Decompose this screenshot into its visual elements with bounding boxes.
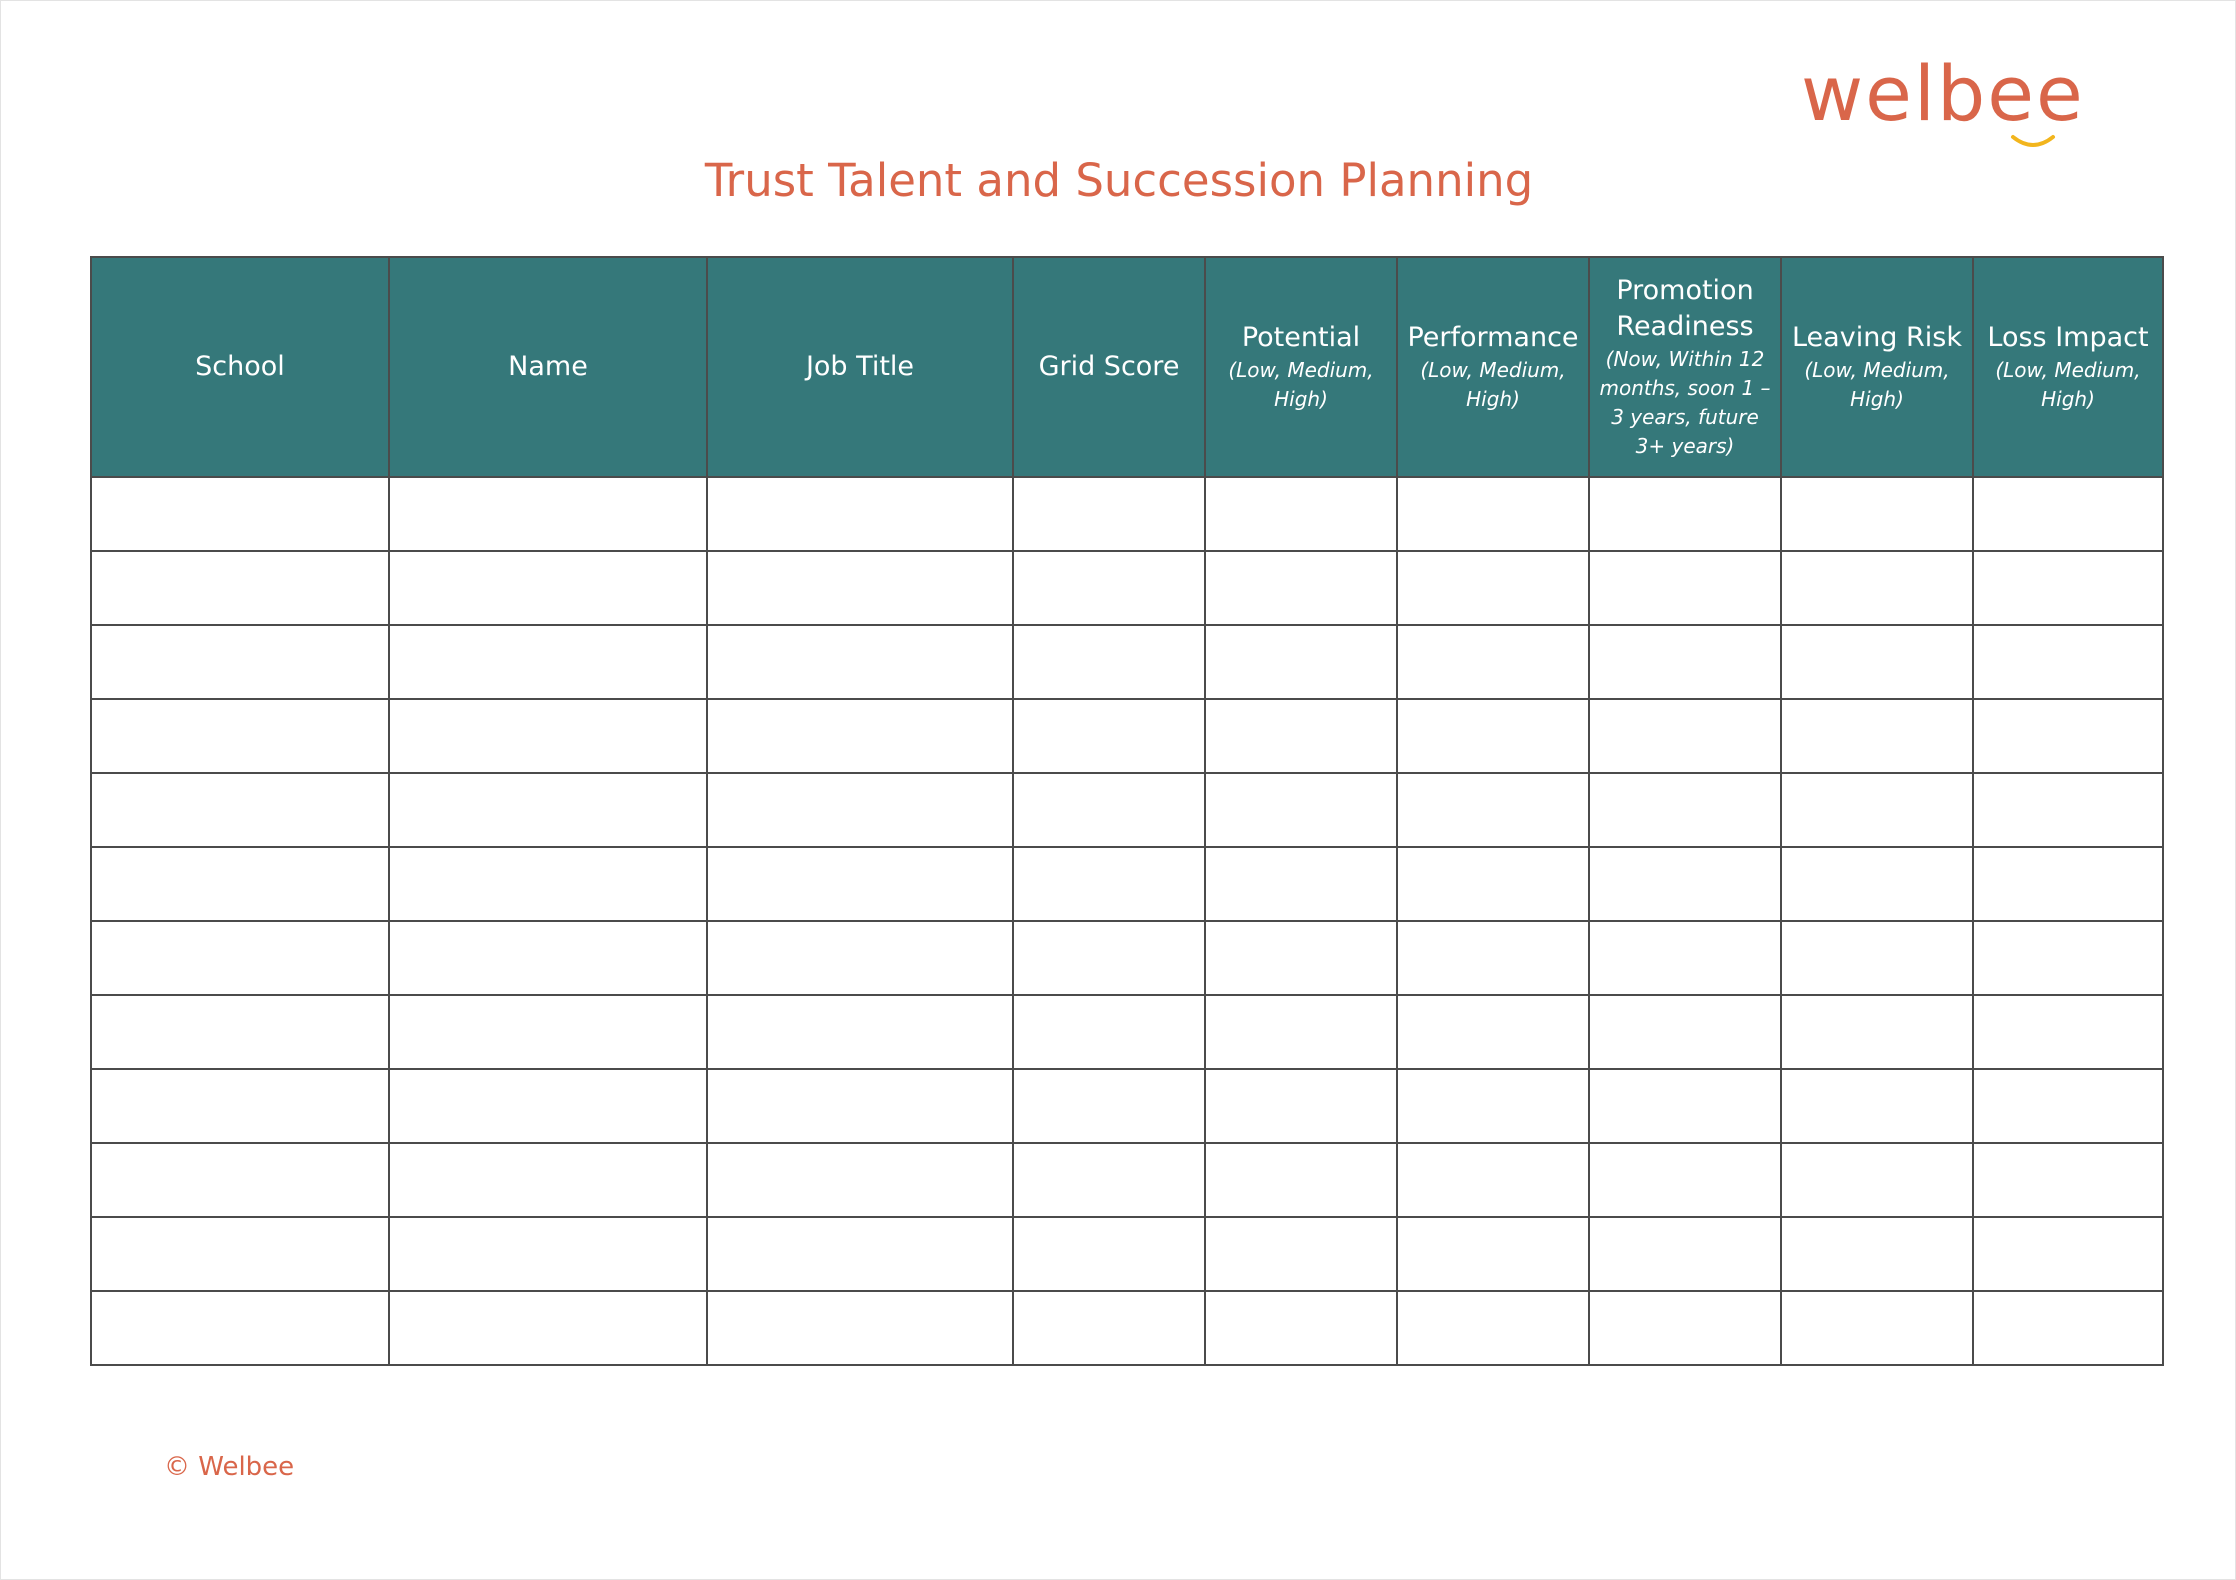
table-cell[interactable] [1205,995,1397,1069]
table-row [91,1217,2163,1291]
table-cell[interactable] [1973,551,2163,625]
table-cell[interactable] [389,921,707,995]
table-cell[interactable] [1781,847,1973,921]
table-cell[interactable] [1973,847,2163,921]
table-cell[interactable] [1205,773,1397,847]
table-cell[interactable] [1973,477,2163,551]
header-label: Grid Score [1038,351,1180,382]
header-sublabel: (Low, Medium, High) [1228,358,1374,411]
table-cell[interactable] [1589,699,1781,773]
table-row [91,477,2163,551]
table-cell[interactable] [1013,477,1205,551]
table-row [91,1291,2163,1365]
table-cell[interactable] [91,995,389,1069]
table-cell[interactable] [1013,995,1205,1069]
header-label: Leaving Risk [1791,322,1962,353]
table-cell[interactable] [91,921,389,995]
table-cell[interactable] [1397,477,1589,551]
table-cell[interactable] [707,1291,1013,1365]
table-row [91,995,2163,1069]
table-cell[interactable] [1589,1217,1781,1291]
header-school [91,257,389,477]
table-cell[interactable] [1781,477,1973,551]
table-cell[interactable] [1397,699,1589,773]
table-cell[interactable] [389,1217,707,1291]
table-cell[interactable] [707,1143,1013,1217]
table-cell[interactable] [1589,551,1781,625]
table-cell[interactable] [1781,699,1973,773]
table-cell[interactable] [707,699,1013,773]
table-cell[interactable] [1205,551,1397,625]
header-label: Name [508,351,588,382]
table-cell[interactable] [1589,921,1781,995]
table-cell[interactable] [1973,1069,2163,1143]
table-cell[interactable] [91,1291,389,1365]
header-label: School [195,351,285,382]
header-label: Potential [1241,322,1361,353]
table-cell[interactable] [91,773,389,847]
table-cell[interactable] [1205,847,1397,921]
table-row [91,699,2163,773]
table-cell[interactable] [1205,1291,1397,1365]
table-cell[interactable] [1013,921,1205,995]
table-cell[interactable] [707,625,1013,699]
table-cell[interactable] [1205,699,1397,773]
table-cell[interactable] [389,995,707,1069]
table-cell[interactable] [91,477,389,551]
table-cell[interactable] [389,847,707,921]
table-cell[interactable] [1397,1291,1589,1365]
table-cell[interactable] [1205,921,1397,995]
header-sublabel: (Low, Medium, High) [1995,358,2141,411]
table-row [91,551,2163,625]
table-row [91,625,2163,699]
table-cell[interactable] [1013,625,1205,699]
table-cell[interactable] [389,773,707,847]
welbee-logo [1801,49,2101,159]
copyright-footer: © Welbee [164,1452,295,1482]
header-potential [1205,257,1397,477]
header-loss-impact [1973,257,2163,477]
table-body [91,477,2163,1365]
table-cell[interactable] [1013,847,1205,921]
table-cell[interactable] [389,1069,707,1143]
table-cell[interactable] [1205,1217,1397,1291]
table-cell[interactable] [1013,1143,1205,1217]
table-cell[interactable] [91,1217,389,1291]
table-cell[interactable] [707,477,1013,551]
table-cell[interactable] [1397,1217,1589,1291]
table-cell[interactable] [707,1069,1013,1143]
header-sublabel: (Low, Medium, High) [1420,358,1566,411]
table-cell[interactable] [1589,1143,1781,1217]
table-row [91,1143,2163,1217]
table-cell[interactable] [389,699,707,773]
table-cell[interactable] [1589,1069,1781,1143]
table-row [91,847,2163,921]
header-performance [1397,257,1589,477]
table-cell[interactable] [1013,699,1205,773]
table-cell[interactable] [389,551,707,625]
table-cell[interactable] [707,921,1013,995]
header-sublabel: (Now, Within 12 months, soon 1 – 3 years, future 3+ years) [1599,347,1771,458]
logo-wordmark: welbee [1801,49,2085,138]
table-cell[interactable] [1013,1291,1205,1365]
table-cell[interactable] [1781,625,1973,699]
table-cell[interactable] [389,1143,707,1217]
table-cell[interactable] [1013,551,1205,625]
table-cell[interactable] [1589,1291,1781,1365]
table-cell[interactable] [1973,995,2163,1069]
table-cell[interactable] [1013,1217,1205,1291]
table-cell[interactable] [1013,1069,1205,1143]
table-cell[interactable] [1397,551,1589,625]
table-cell[interactable] [1781,1143,1973,1217]
table-cell[interactable] [1397,1143,1589,1217]
header-sublabel: (Low, Medium, High) [1804,358,1950,411]
table-cell[interactable] [389,477,707,551]
table-cell[interactable] [1781,1217,1973,1291]
table-cell[interactable] [1397,921,1589,995]
table-cell[interactable] [1973,773,2163,847]
table-cell[interactable] [1205,477,1397,551]
table-cell[interactable] [1781,1291,1973,1365]
table-cell[interactable] [1973,699,2163,773]
header-job-title [707,257,1013,477]
table-row [91,921,2163,995]
table-cell[interactable] [1973,921,2163,995]
table-cell[interactable] [1205,625,1397,699]
table-cell[interactable] [1781,921,1973,995]
table-row [91,1069,2163,1143]
table-cell[interactable] [1397,625,1589,699]
table-cell[interactable] [1781,551,1973,625]
table-cell[interactable] [1589,995,1781,1069]
table-cell[interactable] [91,625,389,699]
table-cell[interactable] [389,625,707,699]
table-cell[interactable] [91,699,389,773]
table-cell[interactable] [707,551,1013,625]
table-cell[interactable] [1397,995,1589,1069]
succession-planning-table [90,256,2164,1366]
header-label: Job Title [805,351,915,382]
table-cell[interactable] [1205,1143,1397,1217]
header-promotion-readiness [1589,257,1781,477]
table-cell[interactable] [389,1291,707,1365]
table-cell[interactable] [1781,995,1973,1069]
table-cell[interactable] [707,1217,1013,1291]
table-cell[interactable] [1973,1143,2163,1217]
table-cell[interactable] [1589,477,1781,551]
table-row [91,773,2163,847]
table-cell[interactable] [1205,1069,1397,1143]
table-header-row [91,257,2163,477]
table-cell[interactable] [707,773,1013,847]
table-cell[interactable] [1589,847,1781,921]
header-label: Loss Impact [1987,322,2149,353]
page-title: Trust Talent and Succession Planning [704,154,1534,207]
header-label: Promotion Readiness [1616,275,1754,342]
table-cell[interactable] [91,551,389,625]
table-cell[interactable] [91,1143,389,1217]
table-cell[interactable] [1973,625,2163,699]
table-cell[interactable] [1589,625,1781,699]
header-grid-score [1013,257,1205,477]
table-cell[interactable] [707,995,1013,1069]
table-cell[interactable] [1973,1217,2163,1291]
header-name [389,257,707,477]
table-cell[interactable] [707,847,1013,921]
header-leaving-risk [1781,257,1973,477]
table-cell[interactable] [1397,847,1589,921]
table-cell[interactable] [1397,1069,1589,1143]
table-cell[interactable] [1397,773,1589,847]
table-cell[interactable] [1781,1069,1973,1143]
table-cell[interactable] [1781,773,1973,847]
table-cell[interactable] [1589,773,1781,847]
table-cell[interactable] [91,1069,389,1143]
table-cell[interactable] [1013,773,1205,847]
header-label: Performance [1407,322,1579,353]
table-cell[interactable] [91,847,389,921]
table-cell[interactable] [1973,1291,2163,1365]
